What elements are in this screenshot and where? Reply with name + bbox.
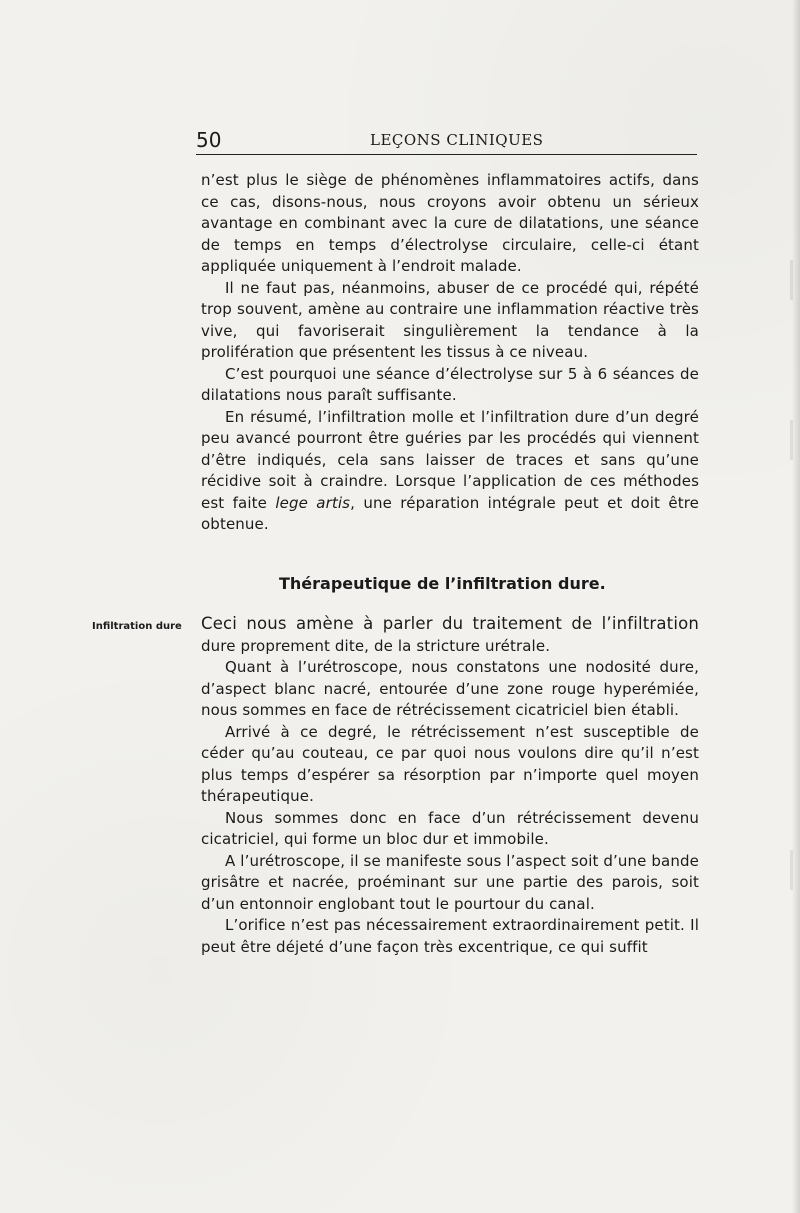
paragraph	[201, 364, 699, 407]
paragraph-text: En résumé, l’infiltration molle et l’infiltration dure d’un degré peu avancé pourront être guéries par les procédés qui viennent d’être indiqués, cela sans laisser de traces et sans qu’une récidive soit à craindre. Lorsque l’application de ces méthodes est faite	[201, 407, 699, 512]
paragraph	[201, 613, 699, 657]
scan-edge-shadow	[792, 0, 800, 1213]
scan-mark	[790, 850, 793, 890]
paragraph-lead: Ceci nous amène à parler du traitement de l’infiltration	[201, 614, 699, 633]
italic-latin-phrase: lege artis	[275, 493, 351, 512]
paragraph	[201, 278, 699, 364]
paragraph	[201, 808, 699, 851]
header-rule	[196, 154, 697, 155]
paragraph-text: Quant à l’urétroscope, nous constatons une nodosité dure, d’aspect blanc nacré, entourée d’une zone rouge hyperémiée, nous sommes en face de rétrécissement cicatriciel bien établi.	[201, 658, 699, 719]
scan-mark	[790, 420, 793, 460]
paragraph	[201, 170, 699, 278]
page-header	[196, 130, 696, 150]
section-title: Thérapeutique de l’infiltration dure.	[279, 574, 606, 593]
paragraph	[201, 407, 699, 536]
paragraph-text: C’est pourquoi une séance d’électrolyse sur 5 à 6 séances de dilatations nous paraît suffisante.	[201, 364, 699, 404]
paragraph-text: Arrivé à ce degré, le rétrécissement n’est susceptible de céder qu’au couteau, ce par quoi nous voulons dire qu’il n’est plus temps d’espérer sa résorption par n’importe quel moyen thérapeutique.	[201, 722, 699, 805]
scan-mark	[790, 260, 793, 300]
paragraph-text: Nous sommes donc en face d’un rétrécissement devenu cicatriciel, qui forme un bloc dur et immobile.	[201, 808, 699, 848]
paragraph-text: , une réparation intégrale peut et doit être obtenue.	[201, 493, 699, 533]
paragraph	[201, 722, 699, 808]
running-title: LEÇONS CLINIQUES	[370, 131, 544, 149]
paragraph	[201, 657, 699, 722]
paragraph-text: A l’urétroscope, il se manifeste sous l’aspect soit d’une bande grisâtre et nacrée, proéminant sur une partie des parois, soit d’un entonnoir englobant tout le pourtour du canal.	[201, 851, 699, 913]
page-number: 50	[196, 128, 222, 152]
paragraph	[201, 915, 699, 958]
section-text	[201, 613, 699, 958]
paragraph	[201, 851, 699, 916]
margin-note: Infiltration dure	[92, 621, 182, 632]
paragraph-text: dure proprement dite, de la stricture urétrale.	[201, 636, 551, 655]
paragraph-text: Il ne faut pas, néanmoins, abuser de ce procédé qui, répété trop souvent, amène au contraire une inflammation réactive très vive, qui favoriserait singulièrement la tendance à la prolifération que présentent les tissus à ce niveau.	[201, 278, 699, 361]
paragraph-text: n’est plus le siège de phénomènes inflammatoires actifs, dans ce cas, disons-nous, nous croyons avoir obtenu un sérieux avantage en combinant avec la cure de dilatations, une séance de temps en temps d’électrolyse circulaire, celle-ci étant appliquée uniquement à l’endroit malade.	[201, 171, 699, 275]
intro-text	[201, 170, 699, 536]
paragraph-text: L’orifice n’est pas nécessairement extraordinairement petit. Il peut être déjeté d’une façon très excentrique, ce qui suffit	[201, 916, 699, 956]
